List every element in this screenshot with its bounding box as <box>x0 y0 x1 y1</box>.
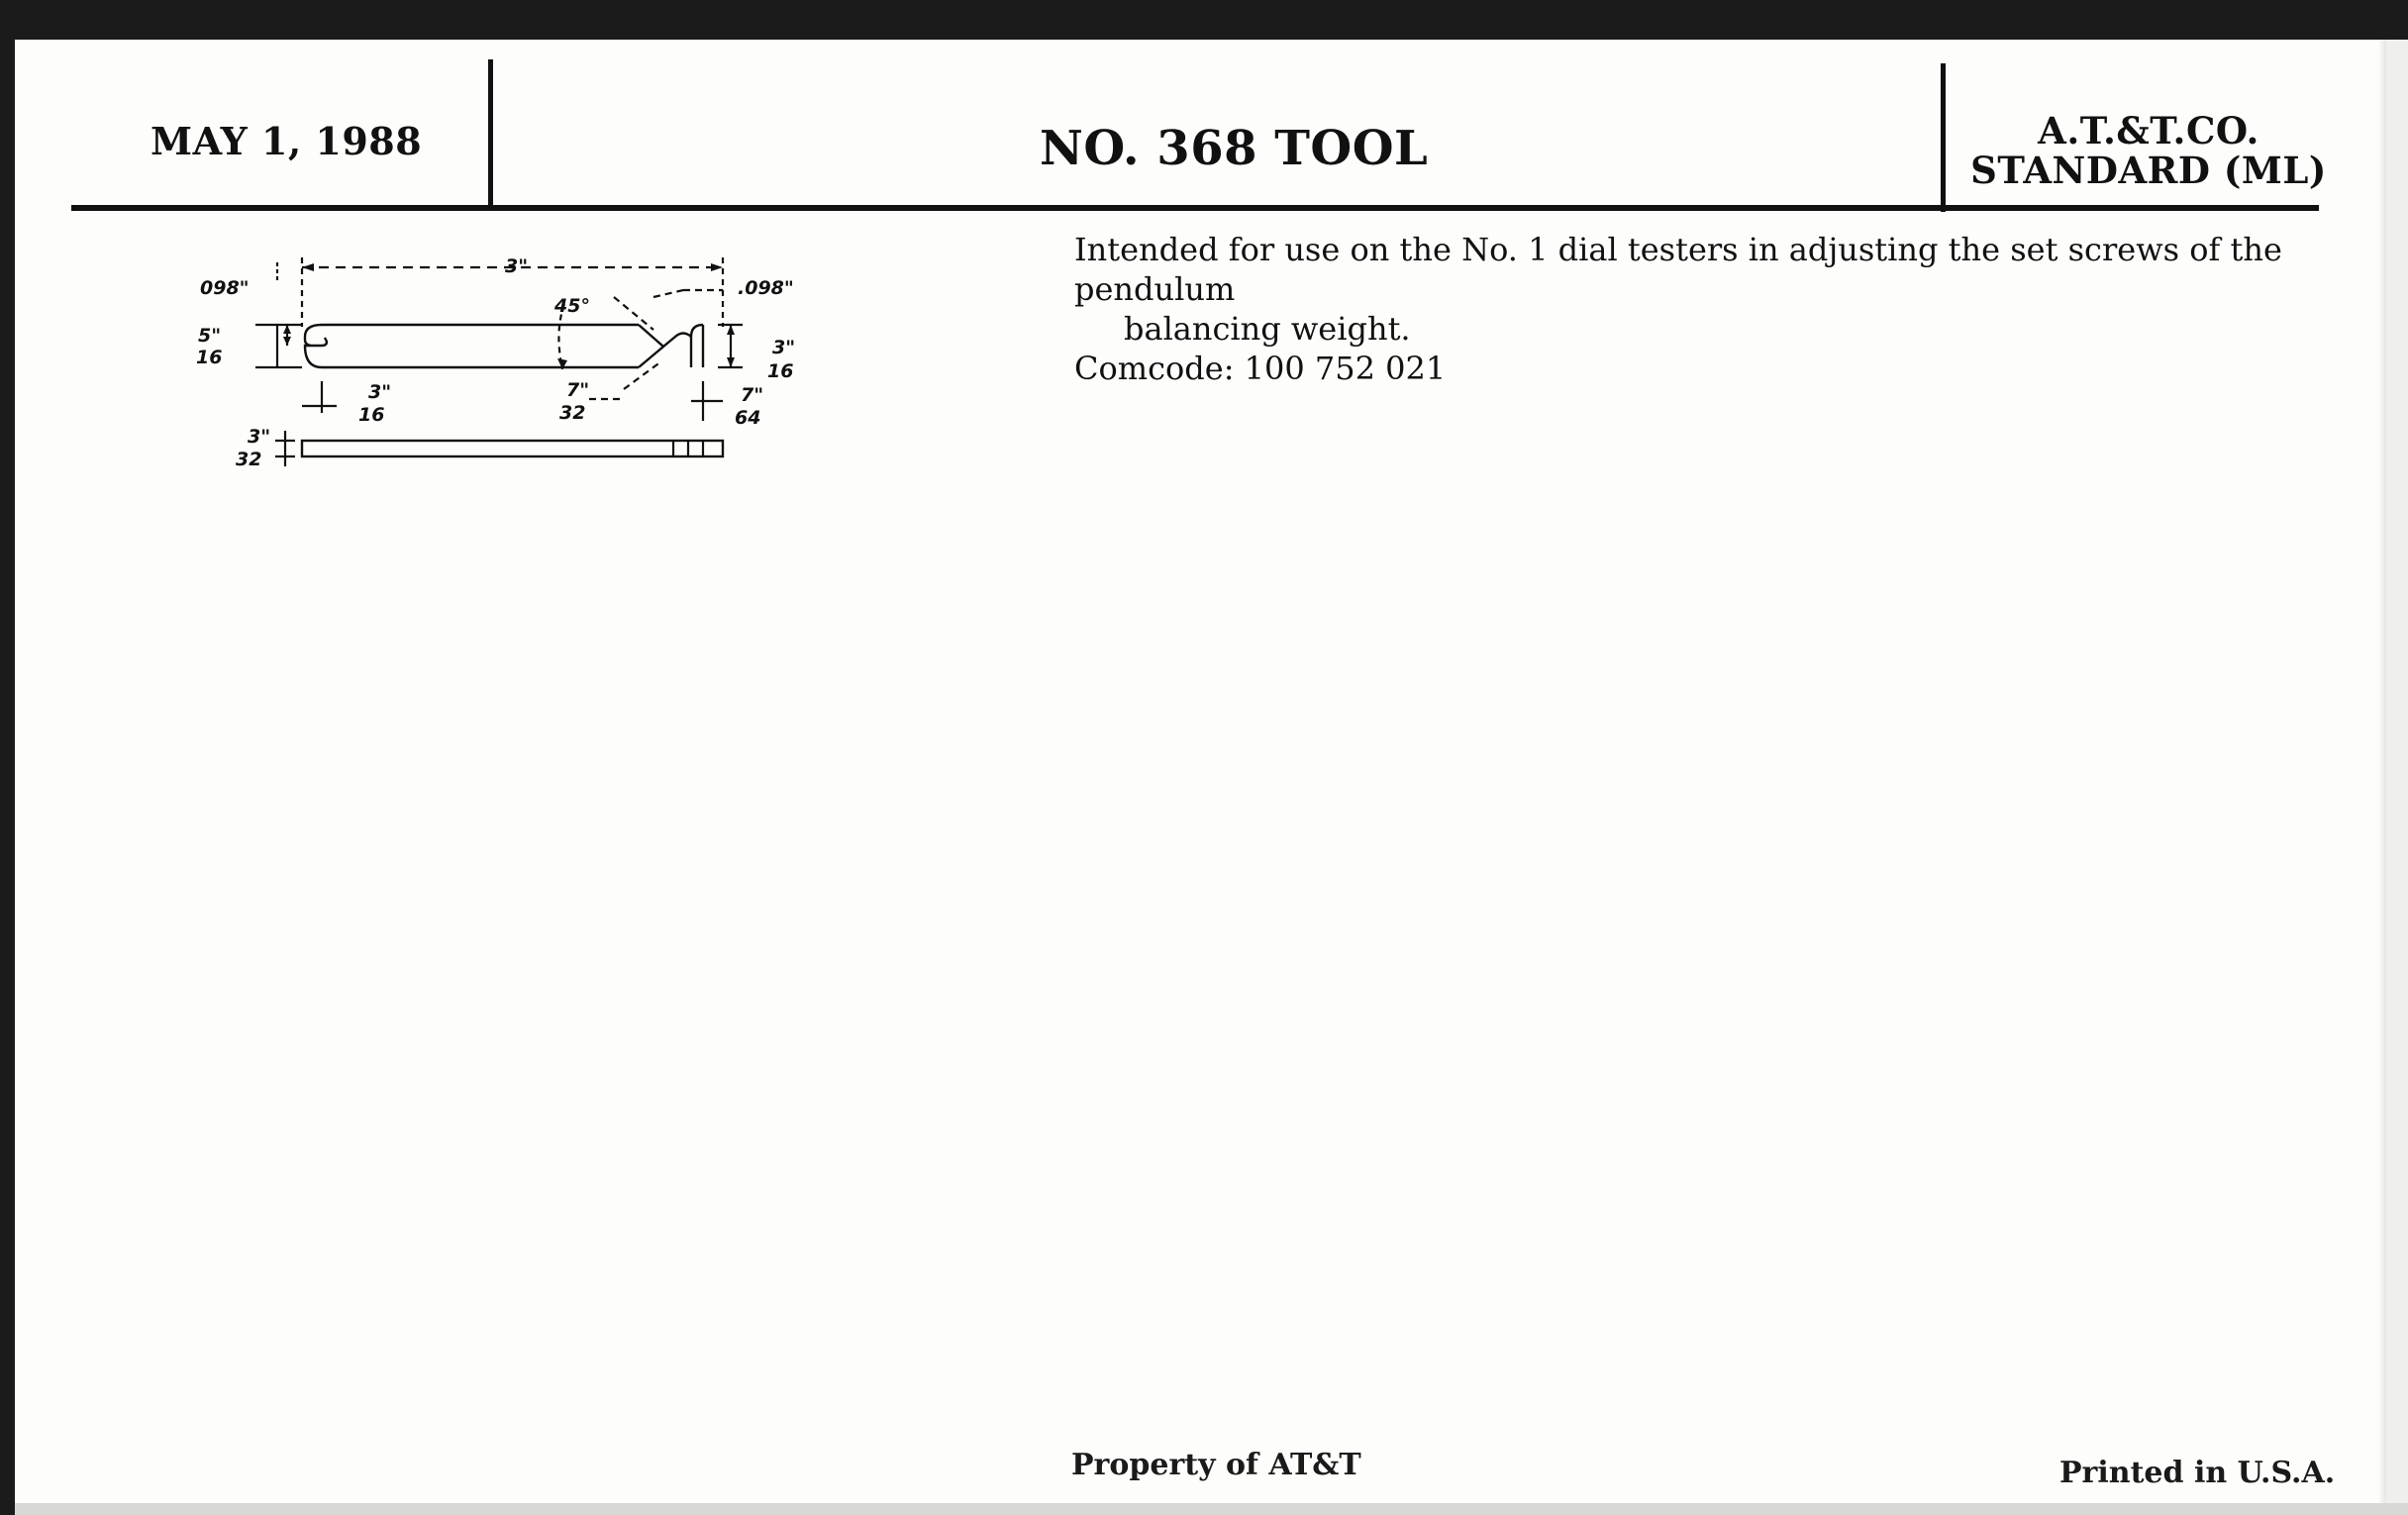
dim-7-64-den: 64 <box>735 407 761 429</box>
dim-7-32-den: 32 <box>559 402 586 424</box>
tool-drawing <box>188 243 832 490</box>
org-line-2: STANDARD (ML) <box>1970 149 2327 192</box>
comcode: Comcode: 100 752 021 <box>1074 350 1447 387</box>
description <box>1074 230 2332 388</box>
dim-3-32-den: 32 <box>236 449 262 470</box>
side-view-bar <box>302 441 723 456</box>
dim-5-16-den: 16 <box>196 347 223 368</box>
description-line-2: balancing weight. <box>1124 310 1411 348</box>
dim-7-64-num: 7" <box>741 384 764 406</box>
dim-right-3-16-den: 16 <box>767 360 794 382</box>
dim-left-top: 098" <box>200 277 250 299</box>
dim-3-16-num: 3" <box>368 381 392 403</box>
page-title: NO. 368 TOOL <box>1040 121 1429 176</box>
card-bottom-edge <box>15 1503 2408 1515</box>
tool-tip <box>639 325 703 367</box>
dim-tip-width: .098" <box>738 277 794 299</box>
printed-notice: Printed in U.S.A. <box>2059 1456 2336 1490</box>
card-right-edge <box>2386 40 2408 1515</box>
org-line-1: A.T.&T.CO. <box>2038 109 2259 152</box>
left-hook <box>305 325 327 367</box>
standard-org <box>1970 111 2327 190</box>
dim-7-32-num: 7" <box>566 379 590 401</box>
dim-5-16-num: 5" <box>198 325 222 347</box>
dim-length: 3" <box>505 255 529 277</box>
description-line-1: Intended for use on the No. 1 dial testers in adjusting the set screws of the pendulum <box>1074 231 2282 308</box>
header-divider-left <box>488 59 493 208</box>
header-rule <box>71 205 2319 211</box>
dim-angle: 45° <box>554 295 590 317</box>
dim-3-32-num: 3" <box>248 426 271 448</box>
dim-3-16-den: 16 <box>358 404 385 426</box>
tool-body <box>322 325 639 367</box>
header-divider-right <box>1941 63 1946 212</box>
property-notice: Property of AT&T <box>1071 1448 1361 1482</box>
dim-right-3-16-num: 3" <box>772 337 796 358</box>
issue-date: MAY 1, 1988 <box>150 119 423 163</box>
